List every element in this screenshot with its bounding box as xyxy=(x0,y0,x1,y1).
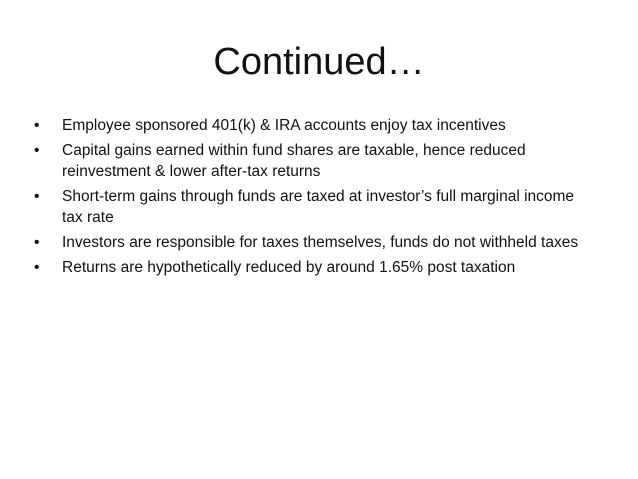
bullet-text: Short-term gains through funds are taxed at investor’s full marginal income tax rate xyxy=(62,188,575,226)
bullet-item xyxy=(34,186,594,228)
bullet-text: Employee sponsored 401(k) & IRA accounts enjoy tax incentives xyxy=(62,117,506,134)
bullet-item xyxy=(34,232,594,253)
bullet-item xyxy=(34,257,594,278)
bullet-icon: • xyxy=(34,188,40,205)
bullet-text: Capital gains earned within fund shares are taxable, hence reduced reinvestment & lower after-tax returns xyxy=(62,142,526,180)
bullet-icon: • xyxy=(34,259,40,276)
bullet-item xyxy=(34,140,594,182)
bullet-item xyxy=(34,115,594,136)
bullet-icon: • xyxy=(34,117,40,134)
bullet-list xyxy=(34,115,594,282)
slide-title: Continued… xyxy=(213,41,425,83)
bullet-text: Investors are responsible for taxes themselves, funds do not withheld taxes xyxy=(62,234,579,251)
bullet-icon: • xyxy=(34,142,40,159)
bullet-icon: • xyxy=(34,234,40,251)
bullet-text: Returns are hypothetically reduced by around 1.65% post taxation xyxy=(62,259,516,276)
